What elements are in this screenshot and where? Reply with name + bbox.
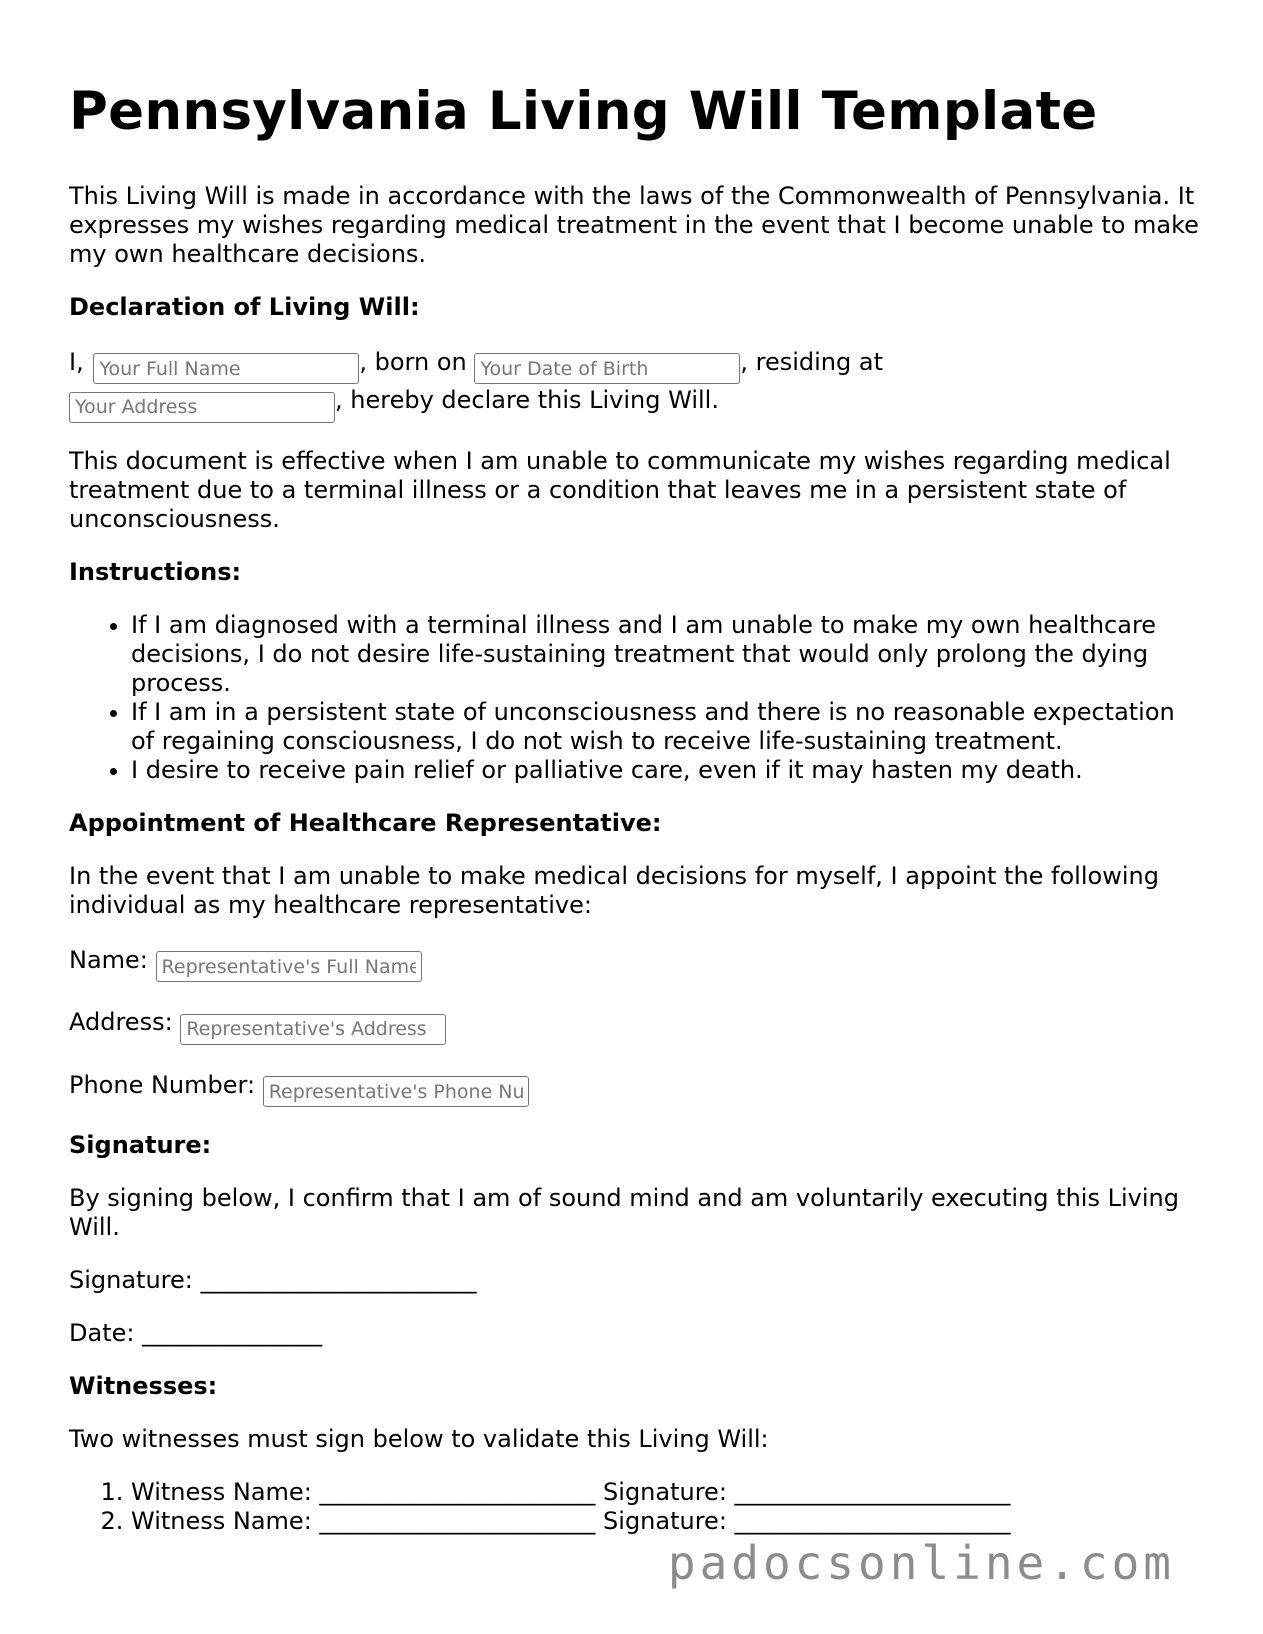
representative-name-input[interactable]	[156, 951, 422, 982]
representative-name-row	[69, 944, 1199, 983]
address-input[interactable]	[69, 392, 335, 423]
list-item: • If I am in a persistent state of unconsciousness and there is no reasonable expectation of regaining consciousness, I do not wish to receive life-sustaining treatment.	[131, 698, 1199, 756]
document	[69, 80, 1199, 1536]
declaration-heading: Declaration of Living Will:	[69, 292, 420, 321]
instructions-list	[69, 611, 1199, 785]
representative-phone-input[interactable]	[263, 1076, 529, 1107]
page-title: Pennsylvania Living Will Template	[69, 81, 1098, 142]
list-item: 1. Witness Name: _______________________ Signature: _______________________	[131, 1478, 1199, 1507]
representative-address-input[interactable]	[180, 1014, 446, 1045]
list-item: • If I am diagnosed with a terminal illness and I am unable to make my own healthcare decisions, I do not desire life-sustaining treatment that would only prolong the dying process.	[131, 611, 1199, 698]
watermark: padocsonline.com	[667, 1536, 1175, 1590]
representative-heading: Appointment of Healthcare Representative:	[69, 808, 662, 837]
witnesses-list	[69, 1478, 1199, 1536]
representative-paragraph: In the event that I am unable to make medical decisions for myself, I appoint the following individual as my healthcare representative:	[69, 861, 1159, 919]
declaration-text-declare: , hereby declare this Living Will.	[335, 386, 719, 415]
intro-paragraph: This Living Will is made in accordance with the laws of the Commonwealth of Pennsylvania. It expresses my wishes regarding medical treatment in the event that I become unable to make my own healthcare decisions.	[69, 181, 1199, 268]
representative-address-row	[69, 1006, 1199, 1045]
representative-phone-row	[69, 1069, 1199, 1108]
declaration-text-i: I,	[69, 347, 84, 376]
declaration-text-residing: , residing at	[740, 347, 883, 376]
representative-phone-label: Phone Number:	[69, 1070, 256, 1099]
declaration-text-born: , born on	[359, 347, 467, 376]
witnesses-heading: Witnesses:	[69, 1372, 218, 1401]
signature-line: Signature: _______________________	[69, 1266, 477, 1295]
instructions-heading: Instructions:	[69, 557, 242, 586]
effective-paragraph: This document is effective when I am unable to communicate my wishes regarding medical treatment due to a terminal illness or a condition that leaves me in a persistent state of unconsciousness.	[69, 446, 1171, 533]
list-item: • I desire to receive pain relief or palliative care, even if it may hasten my death.	[131, 756, 1199, 785]
signature-heading: Signature:	[69, 1131, 212, 1160]
witnesses-paragraph: Two witnesses must sign below to validate this Living Will:	[69, 1425, 769, 1454]
date-line: Date: _______________	[69, 1319, 323, 1348]
full-name-input[interactable]	[93, 353, 359, 384]
date-of-birth-input[interactable]	[474, 353, 740, 384]
declaration-paragraph	[69, 346, 1199, 423]
signature-paragraph: By signing below, I confirm that I am of sound mind and am voluntarily executing this Living Will.	[69, 1184, 1179, 1242]
representative-address-label: Address:	[69, 1008, 173, 1037]
list-item: 2. Witness Name: _______________________ Signature: _______________________	[131, 1507, 1199, 1536]
representative-name-label: Name:	[69, 945, 148, 974]
